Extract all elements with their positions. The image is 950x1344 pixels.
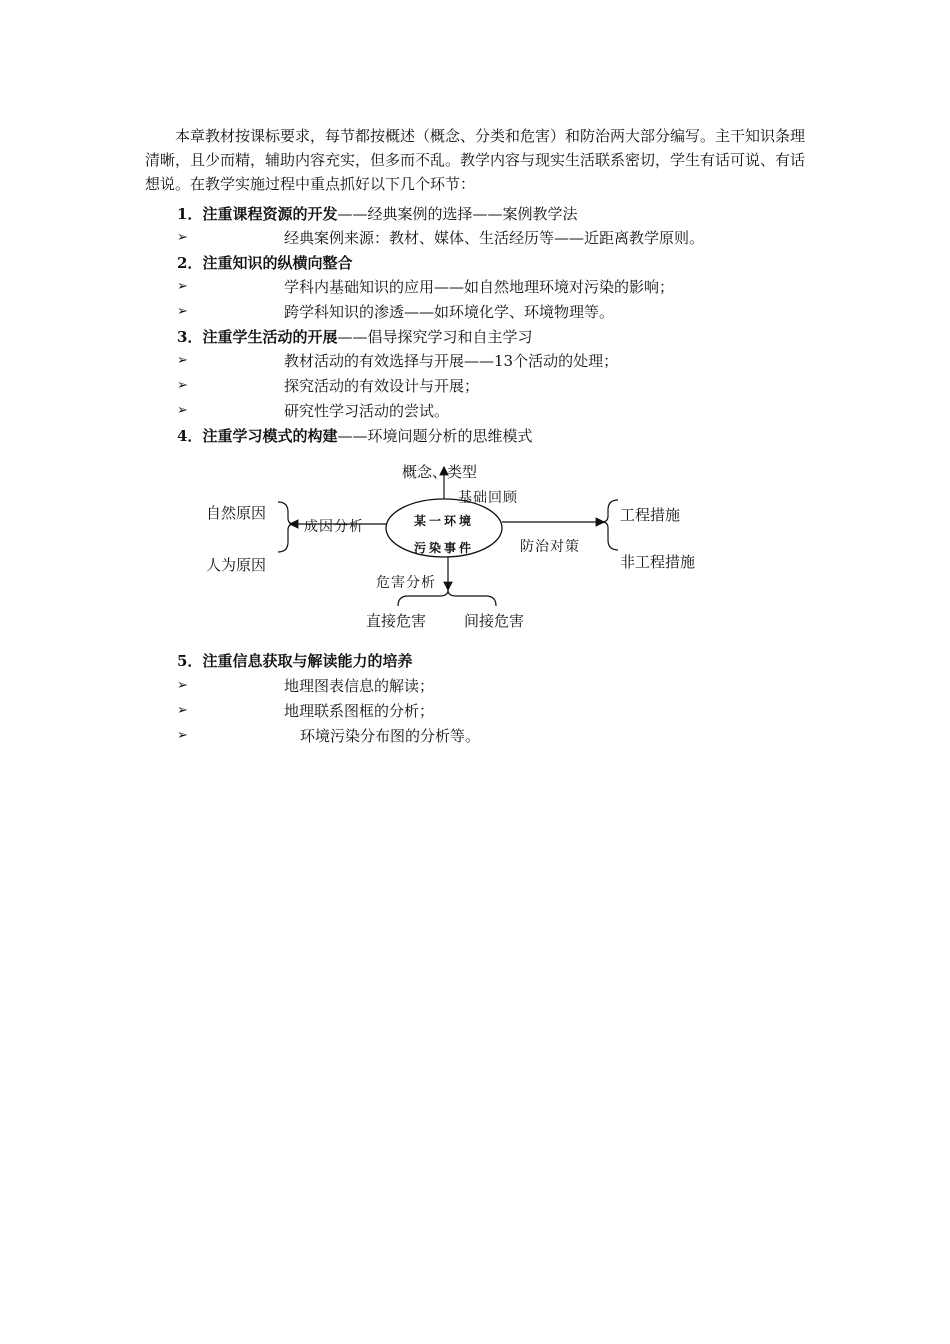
left-brace — [278, 502, 294, 552]
arrow-bullet-icon: ➢ — [177, 678, 188, 693]
section-title: 注重信息获取与解读能力的培养 — [202, 652, 413, 670]
section-title: 注重学生活动的开展 — [202, 328, 338, 346]
section-2-heading — [177, 253, 352, 273]
arrow-bullet-icon: ➢ — [177, 728, 188, 743]
center-label-line1: 某一环境 — [414, 514, 475, 528]
section-title: 注重课程资源的开发 — [202, 205, 338, 223]
section-number: 1． — [177, 205, 203, 223]
section-4-heading — [177, 426, 532, 446]
right-branch-label: 防治对策 — [520, 539, 580, 555]
section-title: 注重知识的纵横向整合 — [202, 254, 353, 272]
arrow-bullet-icon: ➢ — [177, 353, 188, 368]
section-title: 注重学习模式的构建 — [202, 427, 338, 445]
top-label: 概念、类型 — [402, 463, 478, 481]
section-number: 2． — [177, 254, 203, 272]
arrow-bullet-icon: ➢ — [177, 230, 188, 245]
list-item-text: 学科内基础知识的应用——如自然地理环境对污染的影响； — [284, 278, 675, 296]
left-item-2: 人为原因 — [206, 556, 267, 574]
top-branch-label: 基础回顾 — [458, 490, 518, 506]
list-item-text: 环境污染分布图的分析等。 — [300, 727, 481, 745]
list-item-text: 跨学科知识的渗透——如环境化学、环境物理等。 — [284, 303, 615, 321]
right-brace — [602, 500, 618, 550]
section-5-heading — [177, 651, 412, 671]
right-item-1: 工程措施 — [620, 506, 681, 524]
list-item-text: 地理图表信息的解读； — [284, 677, 435, 695]
section-number: 3． — [177, 328, 203, 346]
arrow-bullet-icon: ➢ — [177, 378, 188, 393]
list-item-text: 经典案例来源：教材、媒体、生活经历等——近距离教学原则。 — [284, 229, 705, 247]
arrow-bullet-icon: ➢ — [177, 304, 188, 319]
section-subtitle: ——环境问题分析的思维模式 — [337, 427, 533, 445]
bottom-item-1: 直接危害 — [366, 612, 427, 630]
center-label-line2: 污染事件 — [414, 541, 475, 555]
analysis-mind-map — [200, 460, 720, 640]
intro-paragraph: 本章教材按课标要求，每节都按概述（概念、分类和危害）和防治两大部分编写。主干知识条理清晰，且少而精，辅助内容充实，但多而不乱。教学内容与现实生活联系密切，学生有话可说、有话想说。在教学实施过程中重点抓好以下几个环节： — [145, 127, 806, 193]
arrow-bullet-icon: ➢ — [177, 279, 188, 294]
left-branch-label: 成因分析 — [304, 519, 364, 535]
arrow-bullet-icon: ➢ — [177, 703, 188, 718]
list-item-text: 地理联系图框的分析； — [284, 702, 435, 720]
section-1-heading — [177, 204, 577, 224]
right-item-2: 非工程措施 — [620, 553, 696, 571]
list-item-text: 探究活动的有效设计与开展； — [284, 377, 480, 395]
section-3-heading — [177, 327, 532, 347]
arrow-bullet-icon: ➢ — [177, 403, 188, 418]
bottom-brace — [398, 590, 496, 606]
section-subtitle: ——经典案例的选择——案例教学法 — [337, 205, 578, 223]
section-subtitle: ——倡导探究学习和自主学习 — [337, 328, 533, 346]
left-item-1: 自然原因 — [206, 504, 267, 522]
list-item-text: 教材活动的有效选择与开展——13个活动的处理； — [284, 352, 619, 370]
bottom-item-2: 间接危害 — [464, 612, 525, 630]
section-number: 5． — [177, 652, 203, 670]
section-number: 4． — [177, 427, 203, 445]
bottom-branch-label: 危害分析 — [376, 575, 436, 591]
list-item-text: 研究性学习活动的尝试。 — [284, 402, 450, 420]
